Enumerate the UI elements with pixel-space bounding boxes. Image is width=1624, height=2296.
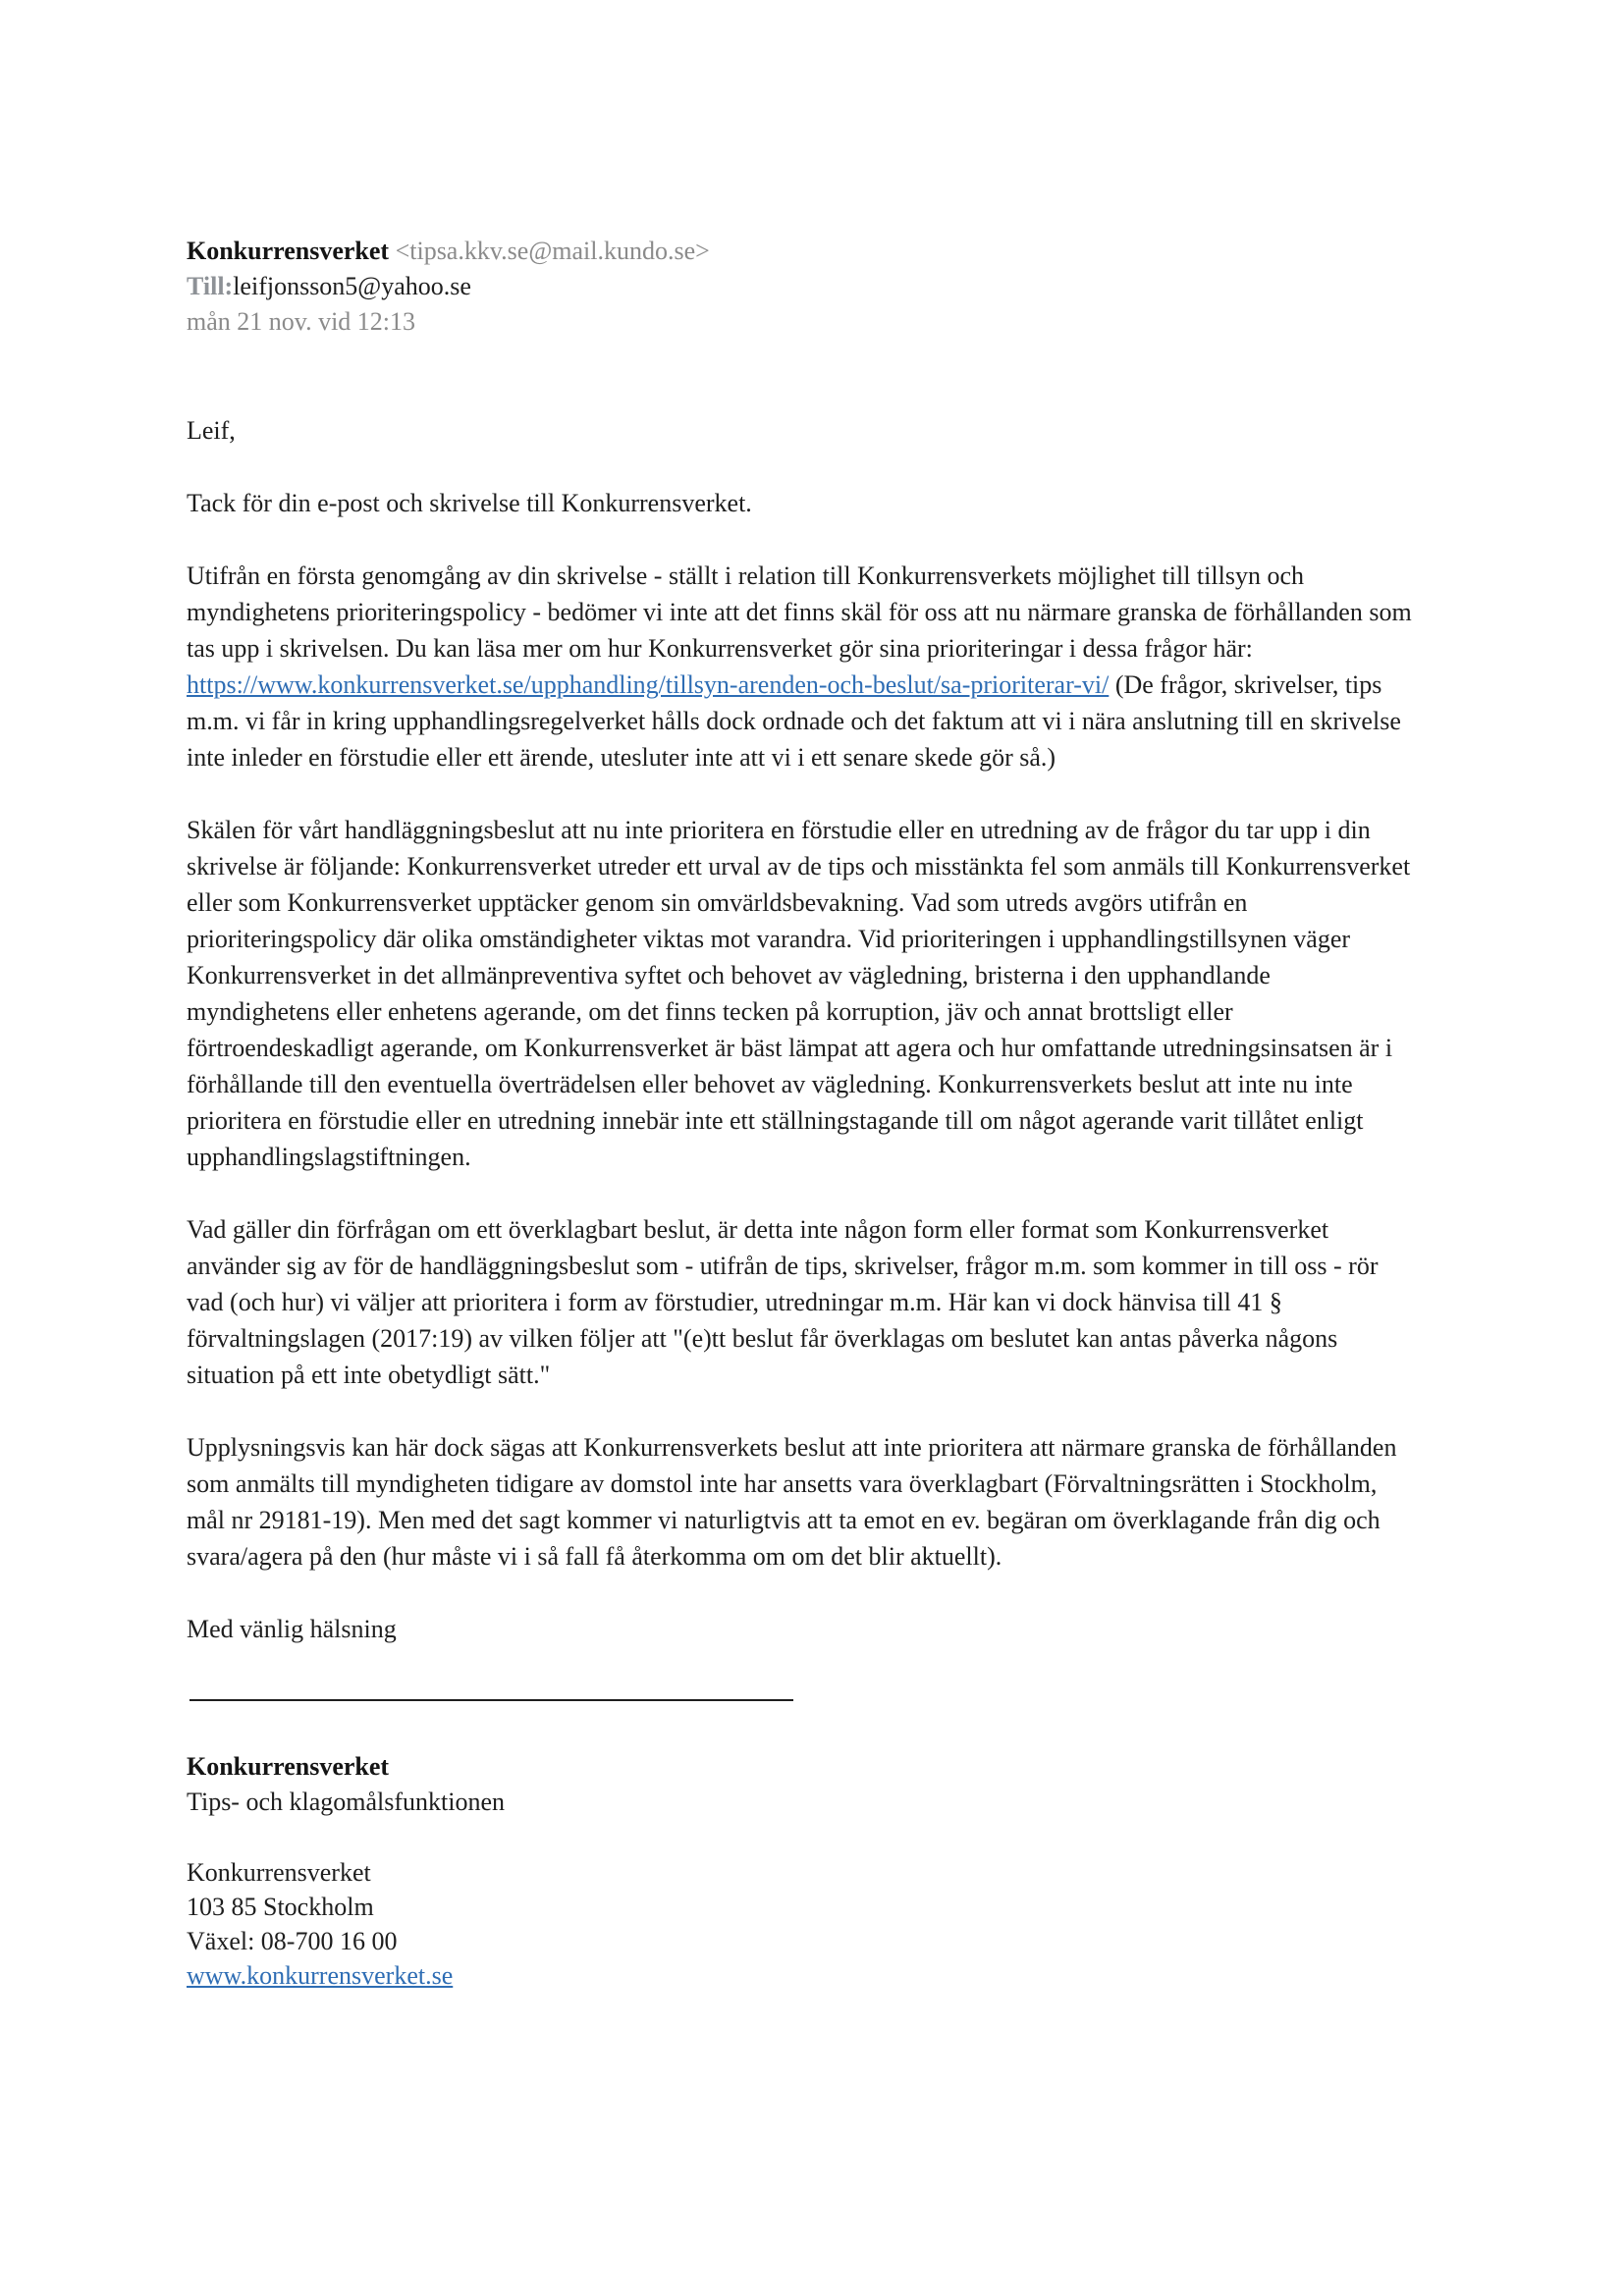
prioritization-link[interactable]: https://www.konkurrensverket.se/upphandling/tillsyn-arenden-och-beslut/sa-prioriterar-vi/ <box>187 670 1110 699</box>
para-assessment <box>187 558 1419 775</box>
signature-phone: Växel: 08-700 16 00 <box>187 1927 398 1955</box>
signature-address-name: Konkurrensverket <box>187 1858 371 1887</box>
para-appeal: Vad gäller din förfrågan om ett överklagbart beslut, är detta inte någon form eller format som Konkurrensverket använder sig av för de handläggningsbeslut som - utifrån de tips, skrivelser, frågor m.m. som kommer in till oss - rör vad (och hur) vi väljer att prioritera i form av förstudier, utredningar m.m. Här kan vi dock hänvisa till 41 § förvaltningslagen (2017:19) av vilken följer att "(e)tt beslut får överklagas om beslutet kan antas påverka någons situation på ett inte obetydligt sätt." <box>187 1215 1379 1389</box>
assessment-text-after: (De frågor, skrivelser, tips m.m. vi får in kring upphandlingsregelverket hålls dock ordnade och det faktum att vi i nära anslutning till en skrivelse inte inleder en förstudie eller ett ärende, utesluter inte att vi i ett senare skede gör så.) <box>187 670 1401 772</box>
para-thanks: Tack för din e-post och skrivelse till Konkurrensverket. <box>187 489 752 517</box>
signature-org-block <box>187 1749 1428 1820</box>
para-info: Upplysningsvis kan här dock sägas att Konkurrensverkets beslut att inte prioritera att närmare granska de förhållanden som anmälts till myndigheten tidigare av domstol inte har ansetts vara överklagbart (Förvaltningsrätten i Stockholm, mål nr 29181-19). Men med det sagt kommer vi naturligtvis att ta emot en ev. begäran om överklagande från dig och svara/agera på den (hur måste vi i så fall få återkomma om om det blir aktuellt). <box>187 1433 1397 1571</box>
closing: Med vänlig hälsning <box>187 1615 397 1643</box>
to-email: leifjonsson5@yahoo.se <box>233 272 471 300</box>
signature-org-name: Konkurrensverket <box>187 1752 390 1781</box>
email-body <box>187 412 1428 1993</box>
to-label: Till: <box>187 272 234 300</box>
assessment-text-before: Utifrån en första genomgång av din skrivelse - ställt i relation till Konkurrensverkets möjlighet till tillsyn och myndighetens prioriteringspolicy - bedömer vi inte att det finns skäl för oss att nu närmare granska de förhållanden som tas upp i skrivelsen. Du kan läsa mer om hur Konkurrensverket gör sina prioriteringar i dessa frågor här: <box>187 561 1412 663</box>
sender-name: Konkurrensverket <box>187 237 390 265</box>
para-reasons: Skälen för vårt handläggningsbeslut att nu inte prioritera en förstudie eller en utredning av de frågor du tar upp i din skrivelse är följande: Konkurrensverket utreder ett urval av de tips och misstänkta fel som anmäls till Konkurrensverket eller som Konkurrensverket upptäcker genom sin omvärldsbevakning. Vad som utreds avgörs utifrån en prioriteringspolicy där olika omständigheter viktas mot varandra. Vid prioriteringen i upphandlingstillsynen väger Konkurrensverket in det allmänpreventiva syftet och behovet av vägledning, bristerna i den upphandlande myndighetens eller enhetens agerande, om det finns tecken på korruption, jäv och annat brottsligt eller förtroendeskadligt agerande, om Konkurrensverket är bäst lämpat att agera och hur omfattande utredningsinsatsen är i förhållande till den eventuella överträdelsen eller behovet av vägledning. Konkurrensverkets beslut att inte nu inte prioritera en förstudie eller en utredning innebär inte ett ställningstagande till om något agerande varit tillåtet enligt upphandlingslagstiftningen. <box>187 816 1411 1171</box>
signature-divider <box>189 1699 793 1701</box>
signature-website-link[interactable]: www.konkurrensverket.se <box>187 1961 454 1990</box>
signature-address-block <box>187 1855 1428 1993</box>
signature-department: Tips- och klagomålsfunktionen <box>187 1788 506 1816</box>
header-from-line <box>187 234 1428 269</box>
signature-address-postal: 103 85 Stockholm <box>187 1893 374 1921</box>
email-header <box>187 234 1428 340</box>
header-to-line <box>187 269 1428 304</box>
greeting: Leif, <box>187 416 236 445</box>
timestamp: mån 21 nov. vid 12:13 <box>187 307 416 336</box>
sender-email: <tipsa.kkv.se@mail.kundo.se> <box>395 237 710 265</box>
